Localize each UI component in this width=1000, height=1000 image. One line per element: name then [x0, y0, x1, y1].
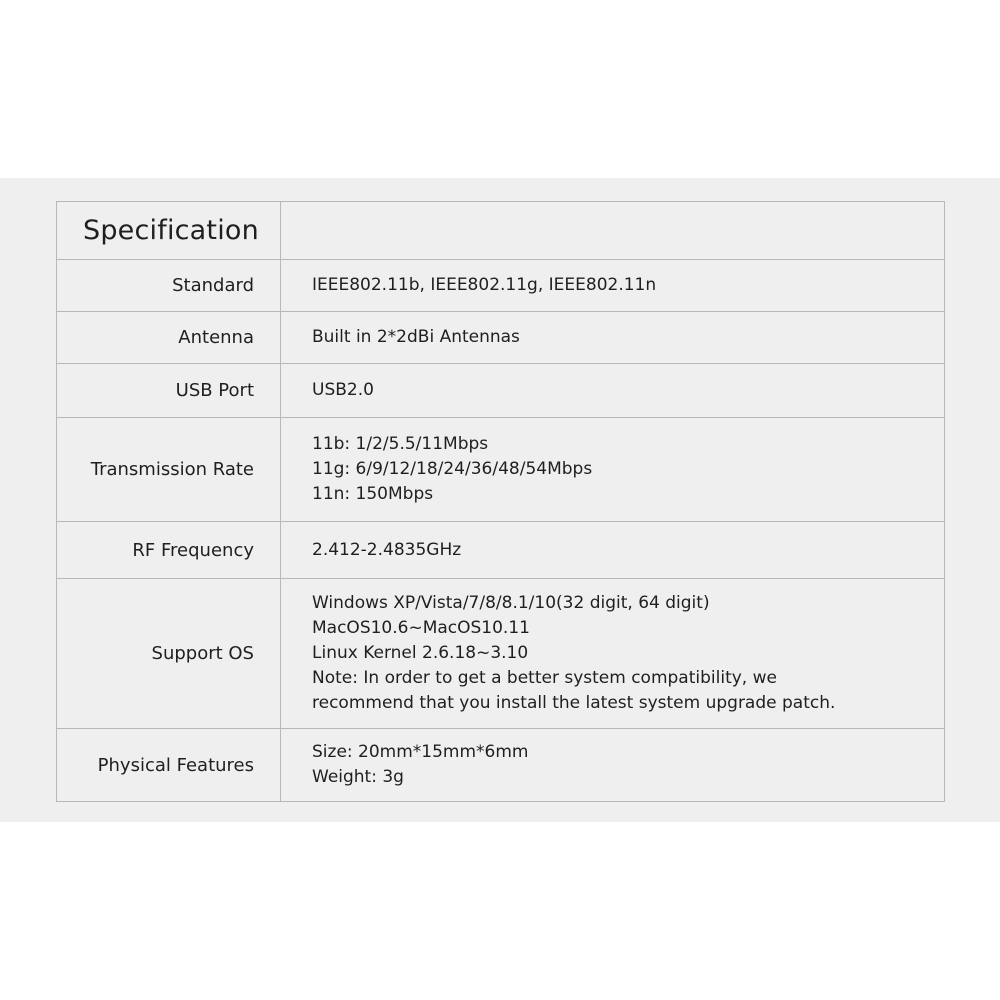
- specification-table: [56, 201, 945, 802]
- spec-title: Specification: [57, 202, 281, 260]
- value-line: Windows XP/Vista/7/8/8.1/10(32 digit, 64 digit): [312, 593, 710, 613]
- row-label-support-os: Support OS: [57, 579, 281, 729]
- value-line: 11n: 150Mbps: [312, 484, 434, 504]
- value-line: Size: 20mm*15mm*6mm: [312, 742, 529, 762]
- table-header-row: [57, 202, 945, 260]
- value-line: MacOS10.6~MacOS10.11: [312, 618, 530, 638]
- value-line: IEEE802.11b, IEEE802.11g, IEEE802.11n: [312, 275, 657, 295]
- row-label-rf-frequency: RF Frequency: [57, 522, 281, 579]
- row-value-rf-frequency: [281, 522, 945, 579]
- row-label-antenna: Antenna: [57, 312, 281, 364]
- row-value-antenna: [281, 312, 945, 364]
- value-line: Built in 2*2dBi Antennas: [312, 327, 520, 347]
- row-value-standard: [281, 260, 945, 312]
- value-line: Linux Kernel 2.6.18~3.10: [312, 643, 529, 663]
- value-line: 2.412-2.4835GHz: [312, 539, 462, 560]
- table-row-standard: [57, 260, 945, 312]
- value-line: Note: In order to get a better system compatibility, we: [312, 668, 777, 688]
- value-line: recommend that you install the latest system upgrade patch.: [312, 693, 836, 713]
- row-label-usb-port: USB Port: [57, 364, 281, 418]
- value-line: 11b: 1/2/5.5/11Mbps: [312, 434, 489, 454]
- row-value-transmission-rate: [281, 418, 945, 522]
- table-row-physical-features: [57, 729, 945, 802]
- value-line: Weight: 3g: [312, 767, 404, 787]
- row-label-physical-features: Physical Features: [57, 729, 281, 802]
- value-line: 11g: 6/9/12/18/24/36/48/54Mbps: [312, 459, 593, 479]
- row-value-support-os: [281, 579, 945, 729]
- table-row-usb-port: [57, 364, 945, 418]
- row-value-physical-features: [281, 729, 945, 802]
- row-label-standard: Standard: [57, 260, 281, 312]
- row-label-transmission-rate: Transmission Rate: [57, 418, 281, 522]
- table-row-transmission-rate: [57, 418, 945, 522]
- row-value-usb-port: [281, 364, 945, 418]
- header-empty-cell: [281, 202, 945, 260]
- table-row-support-os: [57, 579, 945, 729]
- table-row-rf-frequency: [57, 522, 945, 579]
- table-row-antenna: [57, 312, 945, 364]
- value-line: USB2.0: [312, 380, 374, 400]
